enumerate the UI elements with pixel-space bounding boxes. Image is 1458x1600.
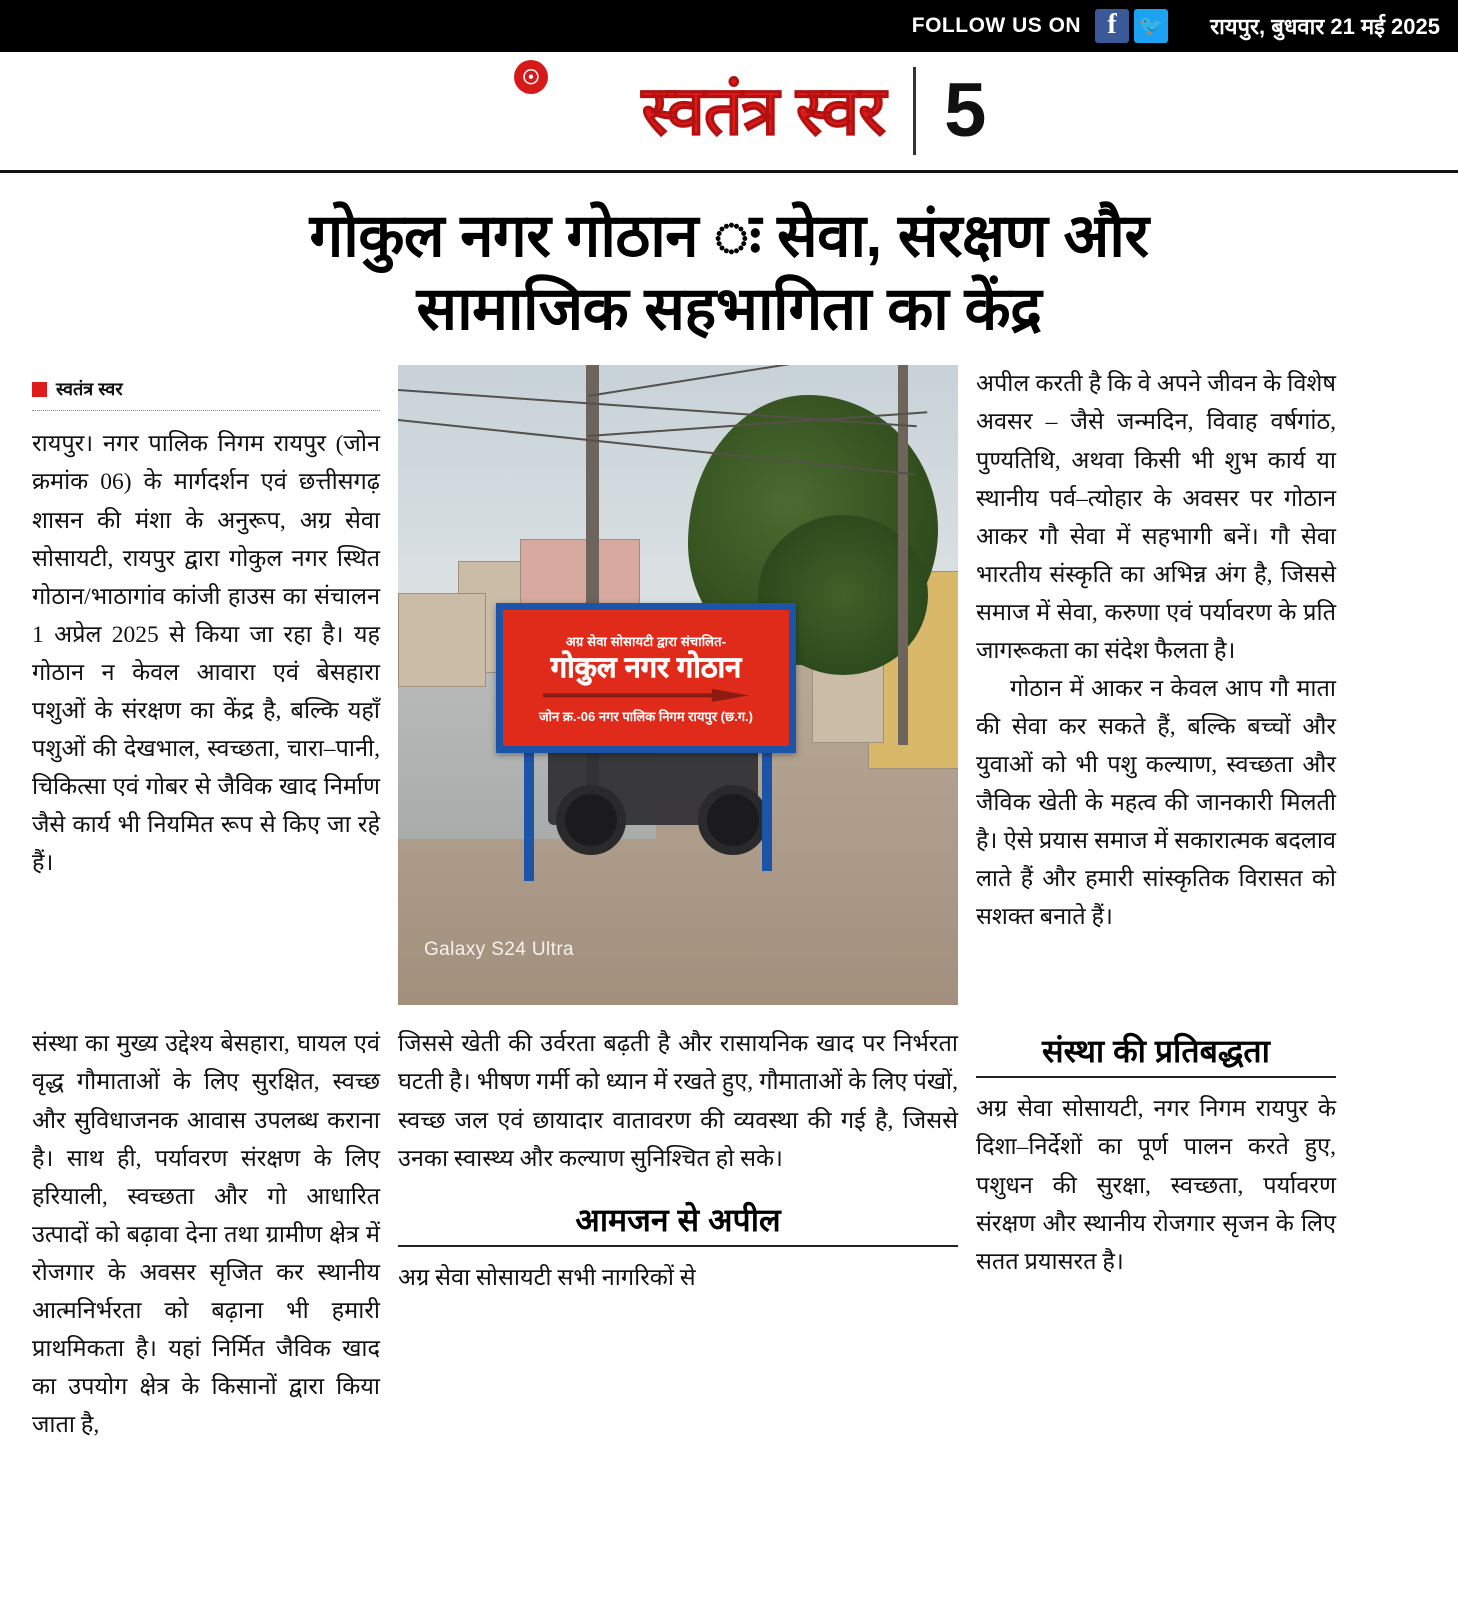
page-number: 5 bbox=[944, 68, 987, 153]
column-left-lower bbox=[32, 1025, 380, 1444]
column-middle-lower bbox=[398, 1025, 958, 1444]
paragraph: अग्र सेवा सोसायटी, नगर निगम रायपुर के दिशा–निर्देशों का पूर्ण पालन करते हुए, पशुधन की सुरक्षा, स्वच्छता, पर्यावरण संरक्षण और स्थानीय रोजगार सृजन के लिए सतत प्रयासरत है। bbox=[976, 1096, 1336, 1275]
byline-label: स्वतंत्र स्वर bbox=[56, 379, 123, 400]
byline bbox=[32, 377, 380, 401]
facebook-icon[interactable]: f bbox=[1095, 9, 1129, 43]
signboard-leg-right bbox=[762, 753, 772, 871]
photo-electric-pole-2 bbox=[898, 365, 908, 745]
twitter-icon[interactable]: 🐦 bbox=[1134, 9, 1168, 43]
paragraph: संस्था का मुख्य उद्देश्य बेसहारा, घायल एवं वृद्ध गौमाताओं के लिए सुरक्षित, स्वच्छ और सुविधाजनक आवास उपलब्ध कराना है। साथ ही, पर्यावरण संरक्षण के लिए हरियाली, स्वच्छता और गो आधारित उत्पादों को बढ़ावा देना तथा ग्रामीण क्षेत्र में रोजगार के अवसर सृजित कर स्थानीय आत्मनिर्भरता को बढ़ाना भी हमारी प्राथमिकता है। यहां निर्मित जैविक खाद का उपयोग क्षेत्र के किसानों द्वारा किया जाता है, bbox=[32, 1031, 380, 1438]
subheading-appeal: आमजन से अपील bbox=[575, 1201, 781, 1238]
photo-wheel-left bbox=[556, 785, 626, 855]
paragraph: अग्र सेवा सोसायटी सभी नागरिकों से bbox=[398, 1264, 696, 1291]
signboard-arrow-icon bbox=[543, 689, 749, 702]
signboard-line-2: गोकुल नगर गोठान bbox=[550, 651, 742, 684]
photo-watermark: Galaxy S24 Ultra bbox=[424, 939, 575, 961]
top-black-bar bbox=[0, 0, 1458, 52]
byline-bullet-icon bbox=[32, 382, 47, 397]
article-body bbox=[0, 355, 1458, 1005]
dateline: रायपुर, बुधवार 21 मई 2025 bbox=[1210, 14, 1440, 39]
byline-rule bbox=[32, 410, 380, 411]
article-body-lower bbox=[0, 1005, 1458, 1444]
subheading-rule bbox=[398, 1245, 958, 1247]
paragraph: रायपुर। नगर पालिक निगम रायपुर (जोन क्रमांक 06) के मार्गदर्शन एवं छत्तीसगढ़ शासन की मंशा के अनुरूप, अग्र सेवा सोसायटी, रायपुर द्वारा गोकुल नगर स्थित गोठान/भाठागांव कांजी हाउस का संचालन 1 अप्रेल 2025 से किया जा रहा है। यह गोठान न केवल आवारा एवं बेसहारा पशुओं के संरक्षण का केंद्र है, बल्कि यहाँ पशुओं की देखभाल, स्वच्छता, चारा–पानी, चिकित्सा एवं गोबर से जैविक खाद निर्माण जैसे कार्य भी नियमित रूप से किए जा रहे हैं। bbox=[32, 431, 380, 877]
follow-us-label: FOLLOW US ON bbox=[911, 14, 1082, 37]
masthead bbox=[0, 52, 1458, 173]
social-icons bbox=[1095, 9, 1168, 43]
paper-title: स्वतंत्र स्वर bbox=[641, 73, 886, 149]
article-photo bbox=[398, 365, 958, 1005]
column-right-lower bbox=[976, 1009, 1336, 1444]
paragraph: अपील करती है कि वे अपने जीवन के विशेष अवसर – जैसे जन्मदिन, विवाह वर्षगांठ, पुण्यतिथि, अथवा किसी भी शुभ कार्य या स्थानीय पर्व–त्योहार के अवसर पर गोठान आकर गौ सेवा में सहभागी बनें। गौ सेवा भारतीय संस्कृति का अभिन्न अंग है, जिससे समाज में सेवा, करुणा एवं पर्यावरण के प्रति जागरूकता का संदेश फैलता है। bbox=[976, 371, 1336, 664]
subheading-rule bbox=[976, 1076, 1336, 1078]
signboard-leg-left bbox=[524, 753, 534, 881]
column-middle bbox=[398, 365, 958, 1005]
photo-building-3 bbox=[398, 593, 486, 687]
signboard-line-3: जोन क्र.-06 नगर पालिक निगम रायपुर (छ.ग.) bbox=[539, 708, 753, 724]
photo-wheel-right bbox=[698, 785, 768, 855]
column-left bbox=[32, 365, 380, 1005]
paragraph: जिससे खेती की उर्वरता बढ़ती है और रासायनिक खाद पर निर्भरता घटती है। भीषण गर्मी को ध्यान में रखते हुए, गौमाताओं के लिए पंखों, स्वच्छ जल एवं छायादार वातावरण की व्यवस्था की गई है, जिससे उनका स्वास्थ्य और कल्याण सुनिश्चित हो सके। bbox=[398, 1031, 958, 1172]
paragraph: गोठान में आकर न केवल आप गौ माता की सेवा कर सकते हैं, बल्कि बच्चों और युवाओं को भी पशु कल्याण, स्वच्छता और जैविक खेती के महत्व की जानकारी मिलती है। ऐसे प्रयास समाज में सकारात्मक बदलाव लाते हैं और हमारी सांस्कृतिक विरासत को सशक्त बनाते हैं। bbox=[976, 675, 1336, 931]
signboard-line-1: अग्र सेवा सोसायटी द्वारा संचालित- bbox=[565, 633, 727, 649]
signboard bbox=[496, 603, 796, 753]
photo-building-2 bbox=[520, 539, 640, 613]
column-right bbox=[976, 365, 1336, 1005]
headline-line-1: गोकुल नगर गोठान ः सेवा, संरक्षण और bbox=[309, 202, 1149, 269]
subheading-commitment: संस्था की प्रतिबद्धता bbox=[1042, 1033, 1270, 1070]
masthead-divider bbox=[913, 67, 916, 155]
headline-line-2: सामाजिक सहभागिता का केंद्र bbox=[416, 275, 1042, 343]
sun-logo-icon: ☉ bbox=[514, 60, 548, 94]
page-headline bbox=[0, 173, 1458, 355]
